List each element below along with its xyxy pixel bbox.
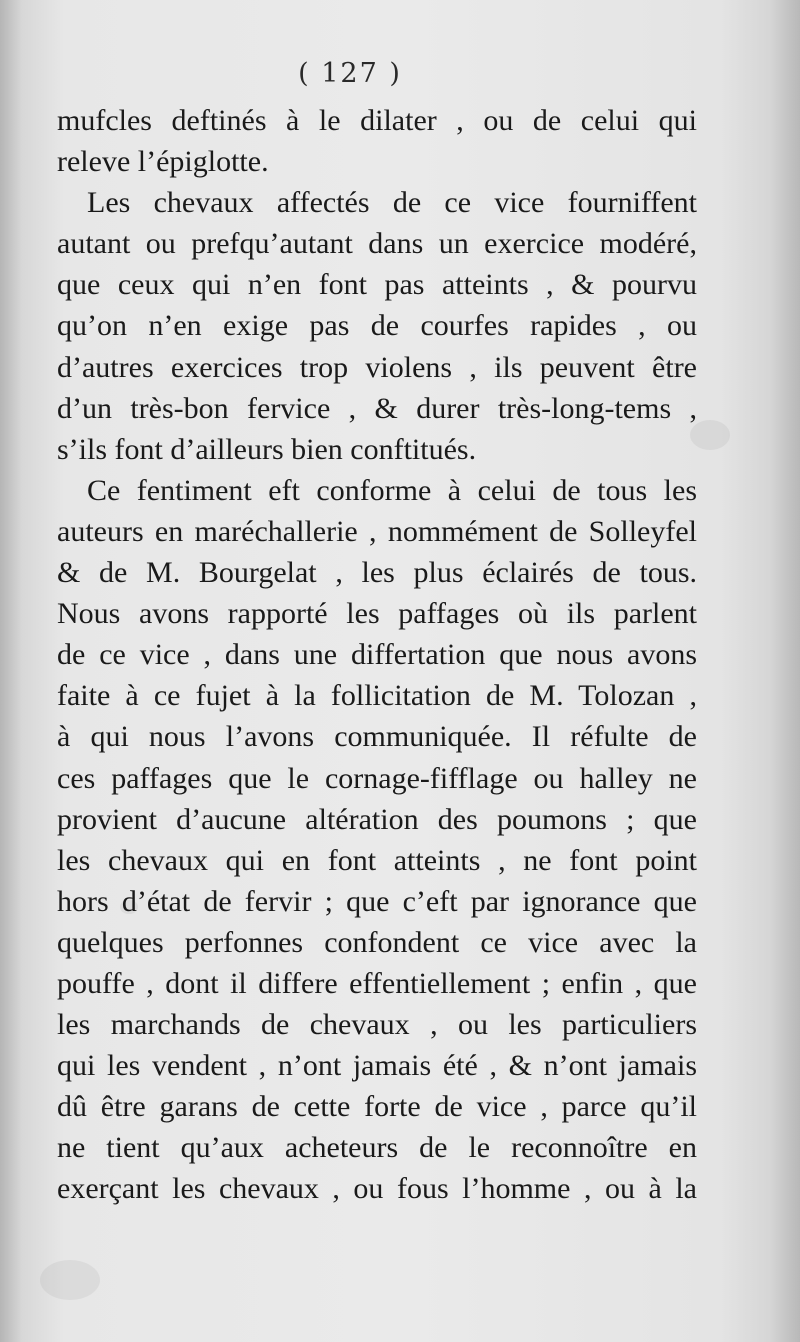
text-line: Nous avons rapporté les paffages où ils parlent	[57, 597, 697, 631]
text-line: à qui nous l’avons communiquée. Il réfulte de	[57, 720, 697, 754]
text-line: de ce vice , dans une differtation que nous avons	[57, 638, 697, 672]
text-line: auteurs en maréchallerie , nommément de Solleyfel	[57, 514, 697, 548]
body-text	[57, 100, 697, 1210]
text-line: ces paffages que le cornage-fifflage ou halley ne	[57, 761, 697, 795]
text-line: d’autres exercices trop violens , ils peuvent être	[57, 350, 697, 384]
text-line: pouffe , dont il differe effentiellement ; enfin , que	[57, 966, 697, 1000]
text-line: Les chevaux affectés de ce vice fourniffent	[87, 186, 697, 220]
page-gutter-shadow	[0, 0, 22, 1342]
page-edge-shadow	[770, 0, 800, 1342]
text-line: faite à ce fujet à la follicitation de M. Tolozan ,	[57, 679, 697, 713]
text-line: autant ou prefqu’autant dans un exercice modéré,	[57, 227, 697, 261]
paper-spot	[40, 1260, 100, 1300]
text-line: releve l’épiglotte.	[57, 145, 269, 179]
text-line: & de M. Bourgelat , les plus éclairés de tous.	[57, 556, 697, 590]
text-line: hors d’état de fervir ; que c’eft par ignorance que	[57, 884, 697, 918]
text-line: ne tient qu’aux acheteurs de le reconnoître en	[57, 1131, 697, 1165]
text-line: qu’on n’en exige pas de courfes rapides , ou	[57, 309, 697, 343]
text-line: quelques perfonnes confondent ce vice avec la	[57, 925, 697, 959]
text-line: que ceux qui n’en font pas atteints , & pourvu	[57, 268, 697, 302]
text-line: les marchands de chevaux , ou les particuliers	[57, 1008, 697, 1042]
text-line: d’un très-bon fervice , & durer très-long-tems ,	[57, 391, 697, 425]
text-line: s’ils font d’ailleurs bien conftitués.	[57, 432, 477, 466]
text-line: dû être garans de cette forte de vice , parce qu’il	[57, 1090, 697, 1124]
text-line: provient d’aucune altération des poumons ; que	[57, 802, 697, 836]
page-number: ( 127 )	[298, 58, 402, 89]
text-line: Ce fentiment eft conforme à celui de tous les	[87, 473, 697, 507]
text-line: mufcles deftinés à le dilater , ou de celui qui	[57, 104, 697, 137]
text-line: exerçant les chevaux , ou fous l’homme , ou à la	[57, 1172, 697, 1206]
text-line: les chevaux qui en font atteints , ne font point	[57, 843, 697, 877]
text-line: qui les vendent , n’ont jamais été , & n’ont jamais	[57, 1049, 697, 1083]
